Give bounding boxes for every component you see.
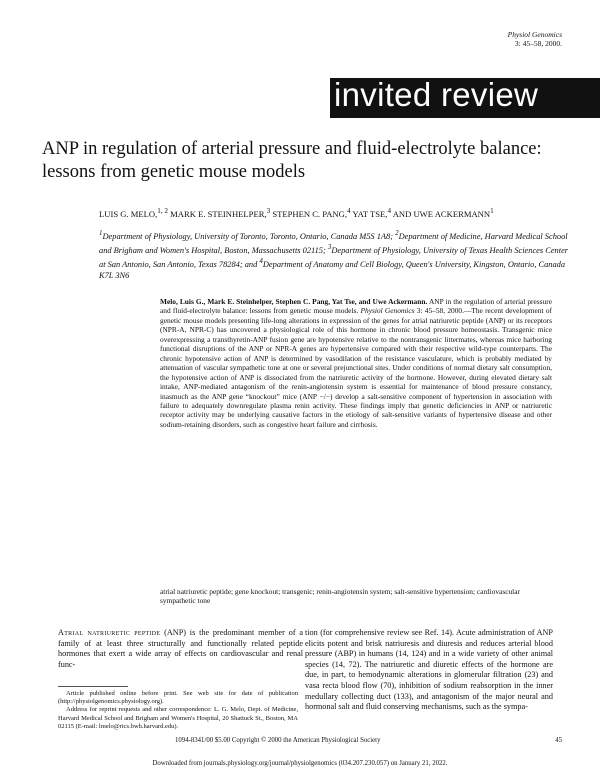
affiliation: Department of Anatomy and Cell Biology, Queen's University, Kingston, Ontario, Canada K7L 3N6 bbox=[99, 259, 566, 280]
author: MARK E. STEINHELPER, bbox=[170, 208, 267, 219]
body-text: (ANP) is the predominant member of a family of at least three structurally and functionally related peptide hormones that exert a wide array of effects on cardiovascular and renal func- bbox=[58, 628, 303, 669]
footnote-divider bbox=[58, 686, 128, 687]
author: LUIS G. MELO, bbox=[99, 208, 158, 219]
author-list: LUIS G. MELO,$^{1, 2}$ MARK E. STEINHELPER,$^3$ STEPHEN C. PANG,$^4$ YAT TSE,$^4$ AND UWE ACKERMANN$^1$ bbox=[99, 207, 494, 219]
article-type-label: invited review bbox=[334, 76, 539, 113]
download-notice: Downloaded from journals.physiology.org/journal/physiolgenomics (034.207.230.057) on January 21, 2022. bbox=[152, 760, 448, 767]
abstract-title-ref: ANP in the regulation of arterial pressure and fluid-electrolyte balance: lessons from genetic mouse models. bbox=[160, 297, 552, 316]
page-number: 45 bbox=[555, 737, 562, 744]
footnote: Article published online before print. See web site for date of publication (http://physiolgenomics.physiology.org). bbox=[58, 690, 298, 706]
journal-citation bbox=[508, 30, 562, 48]
journal-name: Physiol Genomics bbox=[507, 30, 562, 39]
author: YAT TSE, bbox=[352, 208, 388, 219]
copyright: 1094-8341/00 $5.00 Copyright © 2000 the American Physiological Society bbox=[175, 737, 381, 744]
affiliation: Department of Medicine, Harvard Medical School and Brigham and Women's Hospital, Boston, Massachusetts 02115; bbox=[99, 231, 568, 255]
abstract-authors: Melo, Luis G., Mark E. Steinhelper, Stephen C. Pang, Yat Tse, and Uwe Ackermann. bbox=[160, 297, 428, 306]
article-type-banner bbox=[330, 78, 600, 118]
author: STEPHEN C. PANG, bbox=[272, 208, 347, 219]
footnotes bbox=[58, 690, 298, 731]
footnote: Address for reprint requests and other correspondence: L. G. Melo, Dept. of Medicine, Harvard Medical School and Brigham and Women's Hospital, 20 Shattuck St., Boston, MA 02115 (E-mail: lmelo@rics.bwh.harvard.edu). bbox=[58, 706, 298, 730]
page-footer bbox=[0, 737, 600, 749]
abstract-body: 3: 45–58, 2000.—The recent development of genetic mouse models presenting life-long alterations in expression of the genes for atrial natriuretic peptide (ANP) or its receptors (NPR-A, NPR-C) has uncovered a physiological role of this hormone in chronic blood pressure homeostasis. Transgenic mice overexpressing a transthyretin-ANP fusion gene are hypotensive relative to the nontransgenic littermates, whereas mice harboring functional disruptions of the ANP or NPR-A genes are hypertensive compared with their respective wild-type counterparts. The chronic hypotensive action of ANP is determined by vasodilation of the resistance vasculature, which is probably mediated by attenuation of vascular sympathetic tone at one or several prejunctional sites. Under conditions of normal dietary salt consumption, the hypotensive action of ANP is dissociated from the natriuretic activity of the hormone. However, during elevated dietary salt intake, ANP-mediated antagonism of the renin-angiotensin system is essential for maintenance of blood pressure constancy, inasmuch as the ANP gene “knockout” mice (ANP −/−) develop a salt-sensitive component of hypertension in association with failure to adequately downregulate plasma renin activity. These findings imply that genetic deficiencies in ANP or natriuretic receptor activity may be underlying causative factors in the etiology of salt-sensitive variants of hypertensive disease and other sodium-retaining disorders, such as congestive heart failure and cirrhosis. bbox=[160, 306, 552, 429]
body-column-right: tion (for comprehensive review see Ref. 14). Acute administration of ANP elicits potent and brisk natriuresis and diuresis and reduces arterial blood pressure (ABP) in humans (14, 124) and in a wide variety of other animal species (14, 72). The natriuretic and diuretic effects of the hormone are due, in part, to hemodynamic alterations in glomerular filtration (23) and vasa recta blood flow (70), inhibition of sodium reabsorption in the inner medullary collecting duct (133), and antagonism of the major neural and hormonal salt and fluid conserving mechanisms, such as the sympa- bbox=[305, 628, 553, 712]
affiliations: $^1$Department of Physiology, University of Toronto, Toronto, Ontario, Canada M5S 1A8; $^2$Department of Medicine, Harvard Medical School and Brigham and Women's Hospital, Boston, Massachusetts 02115; $^3$Department of Physiology, University of Texas Health Sciences Center at San Antonio, San Antonio, Texas 78284; and $^4$Department of Anatomy and Cell Biology, Queen's University, Kingston, Ontario, Canada K7L 3N6 bbox=[99, 229, 569, 280]
affiliation: Department of Physiology, University of Toronto, Toronto, Ontario, Canada M5S 1A8; bbox=[102, 231, 393, 241]
journal-volume: 3: 45–58, 2000. bbox=[514, 39, 562, 48]
article-title: ANP in regulation of arterial pressure and fluid-electrolyte balance: lessons from genetic mouse models bbox=[42, 139, 542, 182]
author: AND UWE ACKERMANN bbox=[392, 208, 491, 219]
affiliation: Department of Physiology, University of Texas Health Sciences Center at San Antonio, San Antonio, Texas 78284; and bbox=[99, 245, 569, 269]
body-column-left bbox=[58, 628, 303, 670]
abstract-journal: Physiol Genomics bbox=[360, 306, 415, 316]
lead-in: Atrial natriuretic peptide bbox=[58, 628, 161, 637]
keywords: atrial natriuretic peptide; gene knockout; transgenic; renin-angiotensin system; salt-sensitive hypertension; cardiovascular sympathetic tone bbox=[160, 587, 520, 606]
abstract bbox=[160, 297, 552, 429]
